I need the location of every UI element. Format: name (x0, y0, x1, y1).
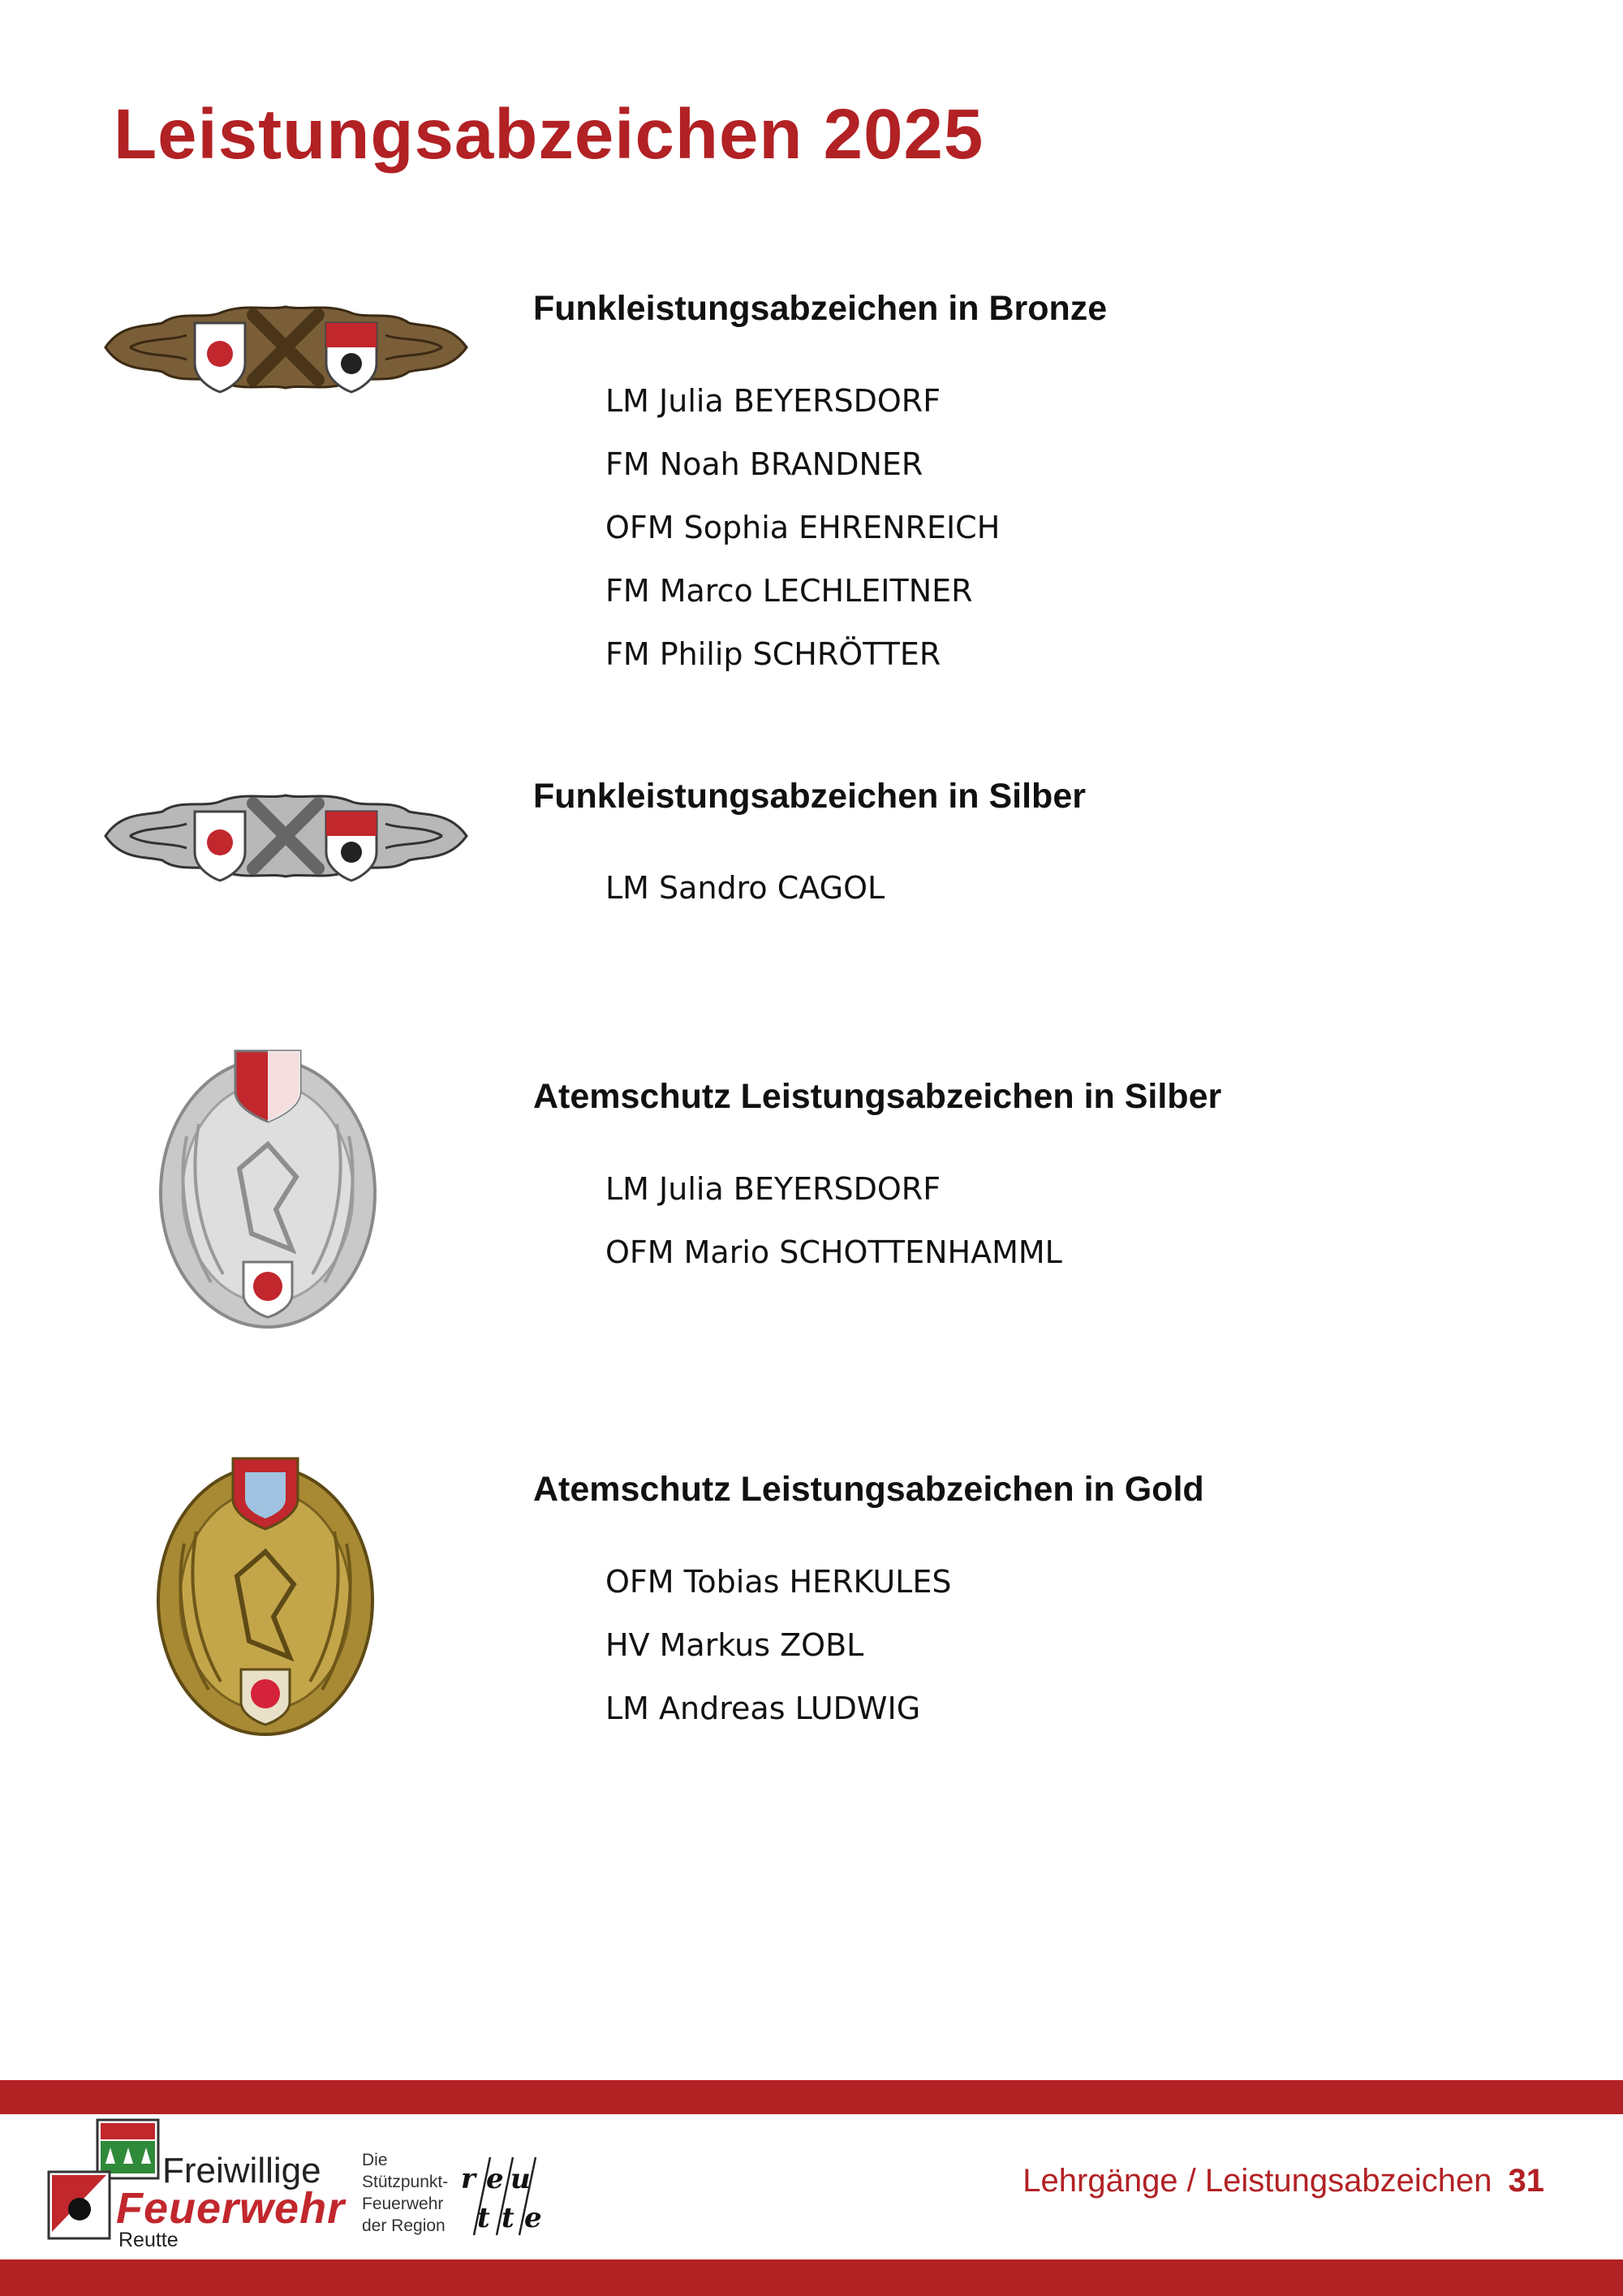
logo-text-reutte: Reutte (118, 2229, 179, 2251)
name-list (605, 856, 885, 920)
page-number: 31 (1508, 2163, 1544, 2199)
tagline-line: Feuerwehr (362, 2195, 444, 2213)
reutte-letter: r (461, 2163, 476, 2195)
list-item: FM Noah BRANDNER (605, 446, 923, 482)
reutte-letter: e (524, 2202, 542, 2234)
footer-top-bar (0, 2080, 1623, 2114)
name-list (605, 1157, 1062, 1284)
footer-page-info (1022, 2163, 1544, 2199)
list-item: LM Julia BEYERSDORF (605, 383, 941, 419)
footer-tagline (362, 2149, 448, 2237)
reutte-letter: u (510, 2163, 531, 2195)
reutte-logo (459, 2156, 550, 2241)
section-heading: Atemschutz Leistungsabzeichen in Silber (533, 1077, 1222, 1116)
list-item: OFM Tobias HERKULES (605, 1564, 952, 1600)
section-heading: Atemschutz Leistungsabzeichen in Gold (533, 1470, 1204, 1509)
section-heading: Funkleistungsabzeichen in Silber (533, 777, 1086, 816)
silver-breathing-badge (154, 1047, 381, 1331)
tagline-line: Stützpunkt- (362, 2173, 449, 2191)
list-item: LM Sandro CAGOL (605, 870, 885, 906)
list-item: LM Julia BEYERSDORF (605, 1171, 941, 1207)
tagline-line: der Region (362, 2216, 446, 2235)
name-list (605, 369, 1000, 686)
list-item: OFM Sophia EHRENREICH (605, 510, 1001, 545)
bronze-radio-badge (97, 291, 475, 404)
page-title: Leistungsabzeichen 2025 (114, 95, 984, 174)
reutte-letter: t (502, 2202, 514, 2234)
footer-section-label: Lehrgänge / Leistungsabzeichen (1022, 2163, 1492, 2199)
gold-breathing-badge (152, 1454, 379, 1738)
section-heading: Funkleistungsabzeichen in Bronze (533, 289, 1108, 328)
list-item: HV Markus ZOBL (605, 1627, 864, 1663)
tagline-line: Die (362, 2151, 388, 2169)
reutte-letter: t (477, 2202, 490, 2234)
list-item: FM Philip SCHRÖTTER (605, 636, 941, 672)
logo-text-freiwillige: Freiwillige (162, 2151, 321, 2190)
logo-text-feuerwehr: Feuerwehr (116, 2184, 346, 2233)
list-item: LM Andreas LUDWIG (605, 1691, 921, 1726)
silver-radio-badge (97, 779, 475, 893)
reutte-letter: e (486, 2163, 504, 2195)
list-item: FM Marco LECHLEITNER (605, 573, 973, 609)
name-list (605, 1550, 951, 1740)
list-item: OFM Mario SCHOTTENHAMML (605, 1234, 1062, 1270)
footer-bottom-bar (0, 2259, 1623, 2296)
